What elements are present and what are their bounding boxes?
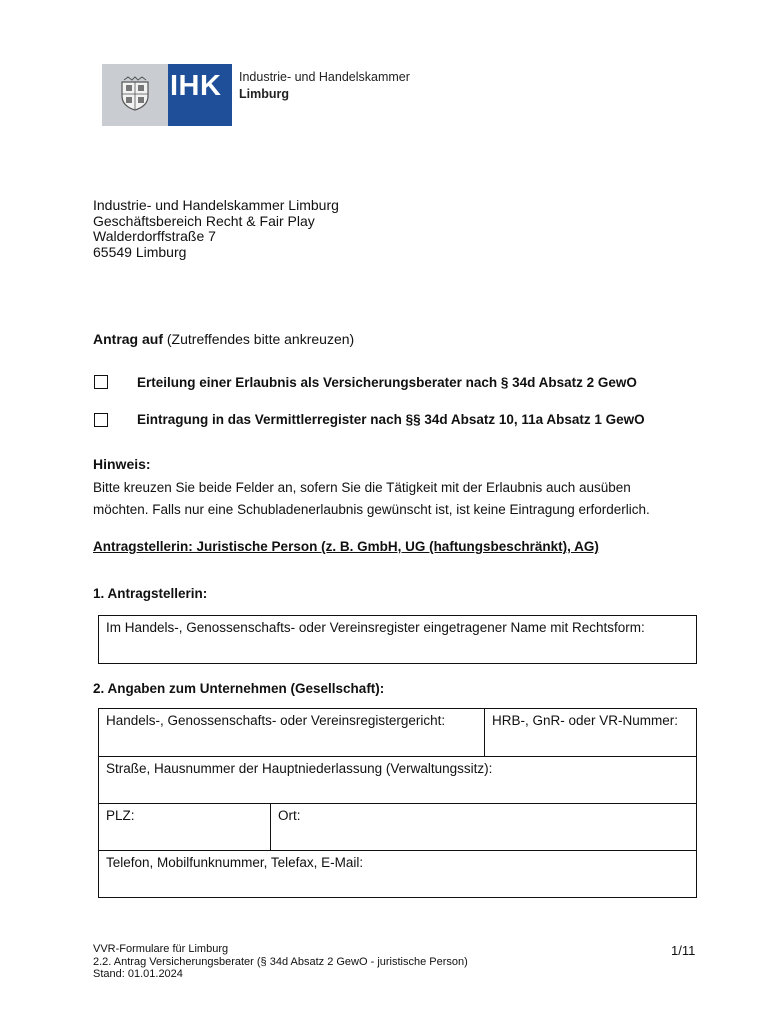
- logo-crest-panel: [102, 64, 168, 126]
- hinweis-title: Hinweis:: [93, 456, 151, 472]
- field-ort[interactable]: [270, 803, 697, 851]
- footer: [93, 943, 468, 981]
- logo-city: Limburg: [239, 87, 289, 101]
- checkbox-eintragung[interactable]: [94, 413, 108, 427]
- field-registergericht-label: Handels-, Genossenschafts- oder Vereinsregistergericht:: [106, 713, 446, 728]
- antrag-label: Antrag auf: [93, 331, 163, 347]
- field-contact[interactable]: [98, 850, 697, 898]
- section2-title: 2. Angaben zum Unternehmen (Gesellschaft):: [93, 681, 385, 696]
- field-street-label: Straße, Hausnummer der Hauptniederlassung (Verwaltungssitz):: [106, 761, 493, 776]
- field-plz-label: PLZ:: [106, 808, 135, 823]
- coat-of-arms-icon: [120, 76, 150, 112]
- antrag-hint: (Zutreffendes bitte ankreuzen): [163, 331, 355, 347]
- field-contact-label: Telefon, Mobilfunknummer, Telefax, E-Mail:: [106, 855, 364, 870]
- address-line: Walderdorffstraße 7: [93, 228, 216, 244]
- hinweis-line: Bitte kreuzen Sie beide Felder an, sofern Sie die Tätigkeit mit der Erlaubnis auch ausüben: [93, 480, 631, 495]
- hinweis-text: [93, 477, 693, 521]
- applicant-type-heading: Antragstellerin: Juristische Person (z. B. GmbH, UG (haftungsbeschränkt), AG): [93, 539, 599, 554]
- option-eintragung-label: Eintragung in das Vermittlerregister nach §§ 34d Absatz 10, 11a Absatz 1 GewO: [137, 412, 645, 427]
- field-registergericht[interactable]: [98, 708, 485, 757]
- address-line: 65549 Limburg: [93, 243, 187, 260]
- field-company-name[interactable]: [98, 615, 697, 664]
- footer-line: VVR-Formulare für Limburg: [93, 943, 229, 955]
- field-register-number-label: HRB-, GnR- oder VR-Nummer:: [492, 713, 679, 728]
- field-plz[interactable]: [98, 803, 271, 851]
- checkbox-erlaubnis[interactable]: [94, 375, 108, 389]
- footer-line: Stand: 01.01.2024: [93, 968, 183, 980]
- logo-brand: IHK: [170, 70, 222, 102]
- page-number: 1/11: [671, 943, 696, 958]
- recipient-address: [93, 198, 339, 260]
- logo-name: Industrie- und Handelskammer: [239, 70, 410, 84]
- ihk-logo: [102, 64, 422, 126]
- address-line: Geschäftsbereich Recht & Fair Play: [93, 212, 315, 229]
- hinweis-line: möchten. Falls nur eine Schubladenerlaubnis gewünscht ist, ist keine Eintragung erforderlich.: [93, 502, 650, 517]
- address-line: Industrie- und Handelskammer Limburg: [93, 197, 339, 213]
- field-company-name-label: Im Handels-, Genossenschafts- oder Vereinsregister eingetragener Name mit Rechtsform:: [106, 620, 645, 635]
- antrag-heading: [93, 331, 354, 347]
- option-erlaubnis-label: Erteilung einer Erlaubnis als Versicherungsberater nach § 34d Absatz 2 GewO: [137, 375, 637, 390]
- field-register-number[interactable]: [484, 708, 697, 757]
- field-street[interactable]: [98, 756, 697, 804]
- section1-title: 1. Antragstellerin:: [93, 586, 208, 601]
- field-ort-label: Ort:: [278, 808, 301, 823]
- footer-line: 2.2. Antrag Versicherungsberater (§ 34d Absatz 2 GewO - juristische Person): [93, 955, 468, 968]
